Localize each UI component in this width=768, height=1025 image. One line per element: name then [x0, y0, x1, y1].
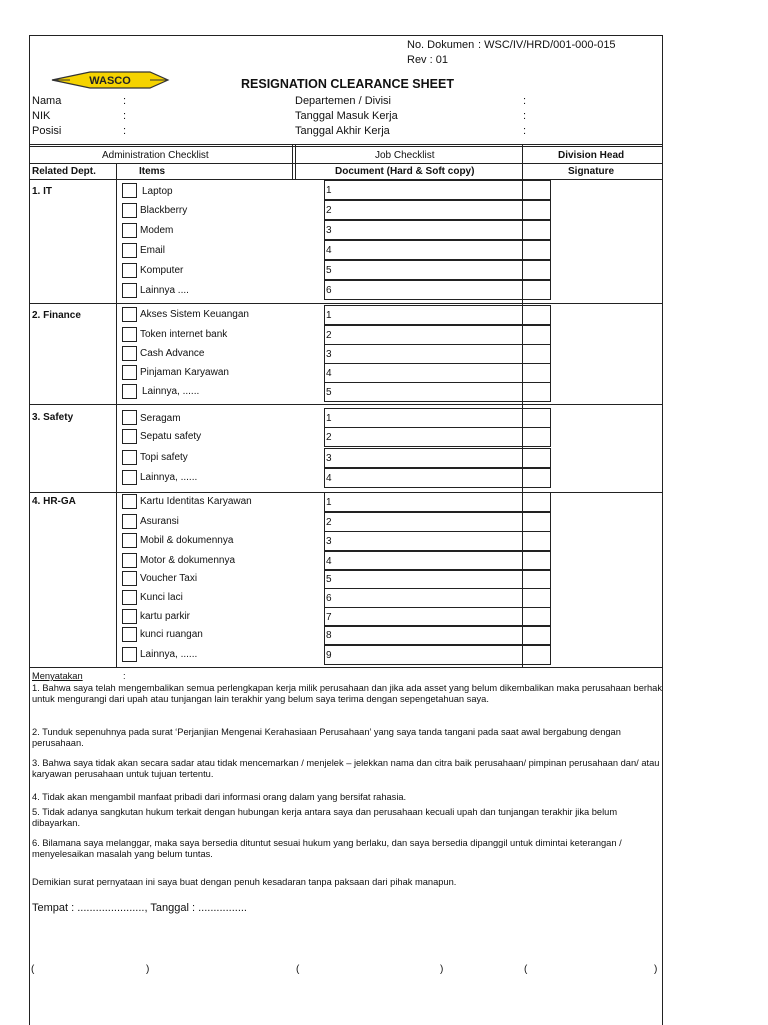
item-label: Akses Sistem Keuangan [140, 309, 249, 320]
signature-open-paren: ( [31, 964, 35, 975]
document-entry[interactable] [324, 588, 551, 608]
item-label: Voucher Taxi [140, 573, 198, 584]
item-label: Pinjaman Karyawan [140, 367, 229, 378]
field-label-tanggal-akhir: Tanggal Akhir Kerja [295, 125, 390, 137]
item-checkbox[interactable] [122, 470, 137, 485]
entry-number: 6 [326, 285, 332, 296]
item-checkbox[interactable] [122, 627, 137, 642]
document-entry[interactable] [324, 448, 551, 468]
field-colon: : [523, 125, 527, 137]
divider [295, 144, 296, 179]
header-division-head: Division Head [558, 150, 625, 161]
item-checkbox[interactable] [122, 223, 137, 238]
revision: Rev : 01 [407, 54, 448, 66]
field-label-nik: NIK [32, 110, 51, 122]
document-entry[interactable] [324, 607, 551, 627]
section-divider [30, 404, 662, 405]
section-divider [30, 667, 662, 668]
document-entry[interactable] [324, 408, 551, 428]
document-entry[interactable] [324, 468, 551, 488]
doc-no-value: : WSC/IV/HRD/001-000-015 [478, 39, 616, 51]
header-signature: Signature [568, 166, 615, 177]
entry-number: 2 [326, 205, 332, 216]
svg-text:WASCO: WASCO [89, 75, 131, 87]
item-checkbox[interactable] [122, 450, 137, 465]
clearance-sheet [29, 35, 663, 1025]
section-divider [30, 303, 662, 304]
item-checkbox[interactable] [122, 647, 137, 662]
signature-open-paren: ( [296, 964, 300, 975]
document-entry[interactable] [324, 625, 551, 645]
dept-safety: 3. Safety [32, 412, 74, 423]
document-entry[interactable] [324, 645, 551, 665]
entry-number: 4 [326, 556, 332, 567]
item-label: Lainnya .... [140, 285, 189, 296]
field-colon: : [123, 95, 127, 107]
statement-point-1: 1. Bahwa saya telah mengembalikan semua perlengkapan kerja milik perusahaan dan jika ada asset yang belum dikembalikan maka perusahaan berhak untuk mengurangi dari upah atau tunjangan lain terakhir yang belum saya terima dengan sepengetahuan saya. [32, 683, 662, 704]
document-entry[interactable] [324, 363, 551, 383]
item-label: kartu parkir [140, 611, 191, 622]
item-checkbox[interactable] [122, 553, 137, 568]
entry-number: 9 [326, 650, 332, 661]
field-colon: : [123, 125, 127, 137]
entry-number: 2 [326, 432, 332, 443]
statement-point-5: 5. Tidak adanya sangkutan hukum terkait dengan hubungan kerja antara saya dan perusahaan kecuali upah dan tunjangan terakhir jika belum dibayarkan. [32, 807, 618, 828]
document-entry[interactable] [324, 325, 551, 345]
item-checkbox[interactable] [122, 307, 137, 322]
item-checkbox[interactable] [122, 571, 137, 586]
divider [292, 144, 293, 179]
divider [116, 163, 117, 668]
entry-number: 4 [326, 368, 332, 379]
item-label: Komputer [140, 265, 184, 276]
entry-number: 8 [326, 630, 332, 641]
place-date-line: Tempat : ......................, Tanggal : ................ [32, 902, 247, 914]
signature-open-paren: ( [524, 964, 528, 975]
document-entry[interactable] [324, 569, 551, 589]
item-label: Lainnya, ...... [142, 386, 200, 397]
field-colon: : [123, 110, 127, 122]
item-checkbox[interactable] [122, 203, 137, 218]
entry-number: 3 [326, 225, 332, 236]
document-entry[interactable] [324, 260, 551, 280]
item-label: Cash Advance [140, 348, 205, 359]
item-label: Sepatu safety [140, 431, 202, 442]
item-checkbox[interactable] [122, 429, 137, 444]
entry-number: 3 [326, 453, 332, 464]
document-entry[interactable] [324, 382, 551, 402]
field-label-nama: Nama [32, 95, 62, 107]
header-items: Items [139, 166, 166, 177]
document-entry[interactable] [324, 220, 551, 240]
statement-closing: Demikian surat pernyataan ini saya buat dengan penuh kesadaran tanpa paksaan dari pihak manapun. [32, 877, 457, 887]
signature-close-paren: ) [654, 964, 658, 975]
entry-number: 3 [326, 349, 332, 360]
header-related-dept: Related Dept. [32, 166, 96, 177]
entry-number: 1 [326, 497, 332, 508]
divider [30, 144, 662, 145]
entry-number: 4 [326, 245, 332, 256]
item-checkbox[interactable] [122, 533, 137, 548]
field-label-posisi: Posisi [32, 125, 62, 137]
entry-number: 1 [326, 310, 332, 321]
field-colon: : [523, 95, 527, 107]
page-title: RESIGNATION CLEARANCE SHEET [241, 77, 454, 91]
document-entry[interactable] [324, 427, 551, 447]
divider [30, 146, 662, 147]
item-checkbox[interactable] [122, 384, 137, 399]
document-entry[interactable] [324, 512, 551, 532]
item-checkbox[interactable] [122, 243, 137, 258]
item-checkbox[interactable] [122, 283, 137, 298]
item-checkbox[interactable] [122, 410, 137, 425]
wasco-logo [50, 71, 170, 89]
item-label: Motor & dokumennya [140, 555, 236, 566]
item-label: Kartu Identitas Karyawan [140, 496, 252, 507]
document-entry[interactable] [324, 305, 551, 325]
item-label: Mobil & dokumennya [140, 535, 234, 546]
item-label: Modem [140, 225, 174, 236]
item-label: Blackberry [140, 205, 188, 216]
entry-number: 3 [326, 536, 332, 547]
item-label: Kunci laci [140, 592, 183, 603]
item-checkbox[interactable] [122, 609, 137, 624]
entry-number: 6 [326, 593, 332, 604]
item-label: kunci ruangan [140, 629, 203, 640]
field-label-departemen: Departemen / Divisi [295, 95, 391, 107]
entry-number: 2 [326, 330, 332, 341]
document-entry[interactable] [324, 180, 551, 200]
document-entry[interactable] [324, 531, 551, 551]
document-entry[interactable] [324, 551, 551, 571]
entry-number: 2 [326, 517, 332, 528]
item-label: Email [140, 245, 166, 256]
header-job-checklist: Job Checklist [375, 150, 435, 161]
statement-colon: : [123, 671, 126, 681]
header-document: Document (Hard & Soft copy) [335, 166, 475, 177]
entry-number: 5 [326, 387, 332, 398]
statement-label: Menyatakan [32, 671, 83, 681]
header-admin-checklist: Administration Checklist [102, 150, 209, 161]
item-label: Laptop [142, 186, 173, 197]
document-entry[interactable] [324, 344, 551, 364]
item-checkbox[interactable] [122, 183, 137, 198]
item-label: Token internet bank [140, 329, 228, 340]
entry-number: 4 [326, 473, 332, 484]
entry-number: 1 [326, 413, 332, 424]
item-checkbox[interactable] [122, 365, 137, 380]
dept-it: 1. IT [32, 186, 53, 197]
entry-number: 5 [326, 574, 332, 585]
dept-hr-ga: 4. HR-GA [32, 496, 76, 507]
item-checkbox[interactable] [122, 327, 137, 342]
document-entry[interactable] [324, 200, 551, 220]
entry-number: 1 [326, 185, 332, 196]
dept-finance: 2. Finance [32, 310, 81, 321]
signature-close-paren: ) [146, 964, 150, 975]
document-entry[interactable] [324, 492, 551, 512]
item-checkbox[interactable] [122, 346, 137, 361]
item-label: Seragam [140, 413, 181, 424]
entry-number: 5 [326, 265, 332, 276]
document-entry[interactable] [324, 240, 551, 260]
item-label: Topi safety [140, 452, 188, 463]
item-checkbox[interactable] [122, 263, 137, 278]
field-label-tanggal-masuk: Tanggal Masuk Kerja [295, 110, 398, 122]
entry-number: 7 [326, 612, 332, 623]
item-label: Lainnya, ...... [140, 472, 198, 483]
statement-point-4: 4. Tidak akan mengambil manfaat pribadi dari informasi orang dalam yang bersifat rahasia. [32, 792, 407, 802]
statement-point-6: 6. Bilamana saya melanggar, maka saya bersedia dituntut sesuai hukum yang berlaku, dan saya bersedia dipanggil untuk dimintai keterangan / menyelesaikan masalah yang belum tuntas. [32, 838, 622, 859]
document-entry[interactable] [324, 280, 551, 300]
divider [30, 163, 662, 164]
doc-no-label: No. Dokumen [407, 39, 475, 51]
statement-point-2: 2. Tunduk sepenuhnya pada surat ‘Perjanjian Mengenai Kerahasiaan Perusahaan’ yang saya tanda tangani pada saat awal bergabung dengan perusahaan. [32, 727, 621, 748]
signature-close-paren: ) [440, 964, 444, 975]
item-label: Lainnya, ...... [140, 649, 198, 660]
item-checkbox[interactable] [122, 494, 137, 509]
item-checkbox[interactable] [122, 590, 137, 605]
item-label: Asuransi [140, 516, 179, 527]
item-checkbox[interactable] [122, 514, 137, 529]
field-colon: : [523, 110, 527, 122]
statement-point-3: 3. Bahwa saya tidak akan secara sadar atau tidak mencemarkan / menjelek – jelekkan nama dan citra baik perusahaan/ pimpinan perusahaan dan/ atau karyawan perusahaan untuk tujuan tertentu. [32, 758, 660, 779]
